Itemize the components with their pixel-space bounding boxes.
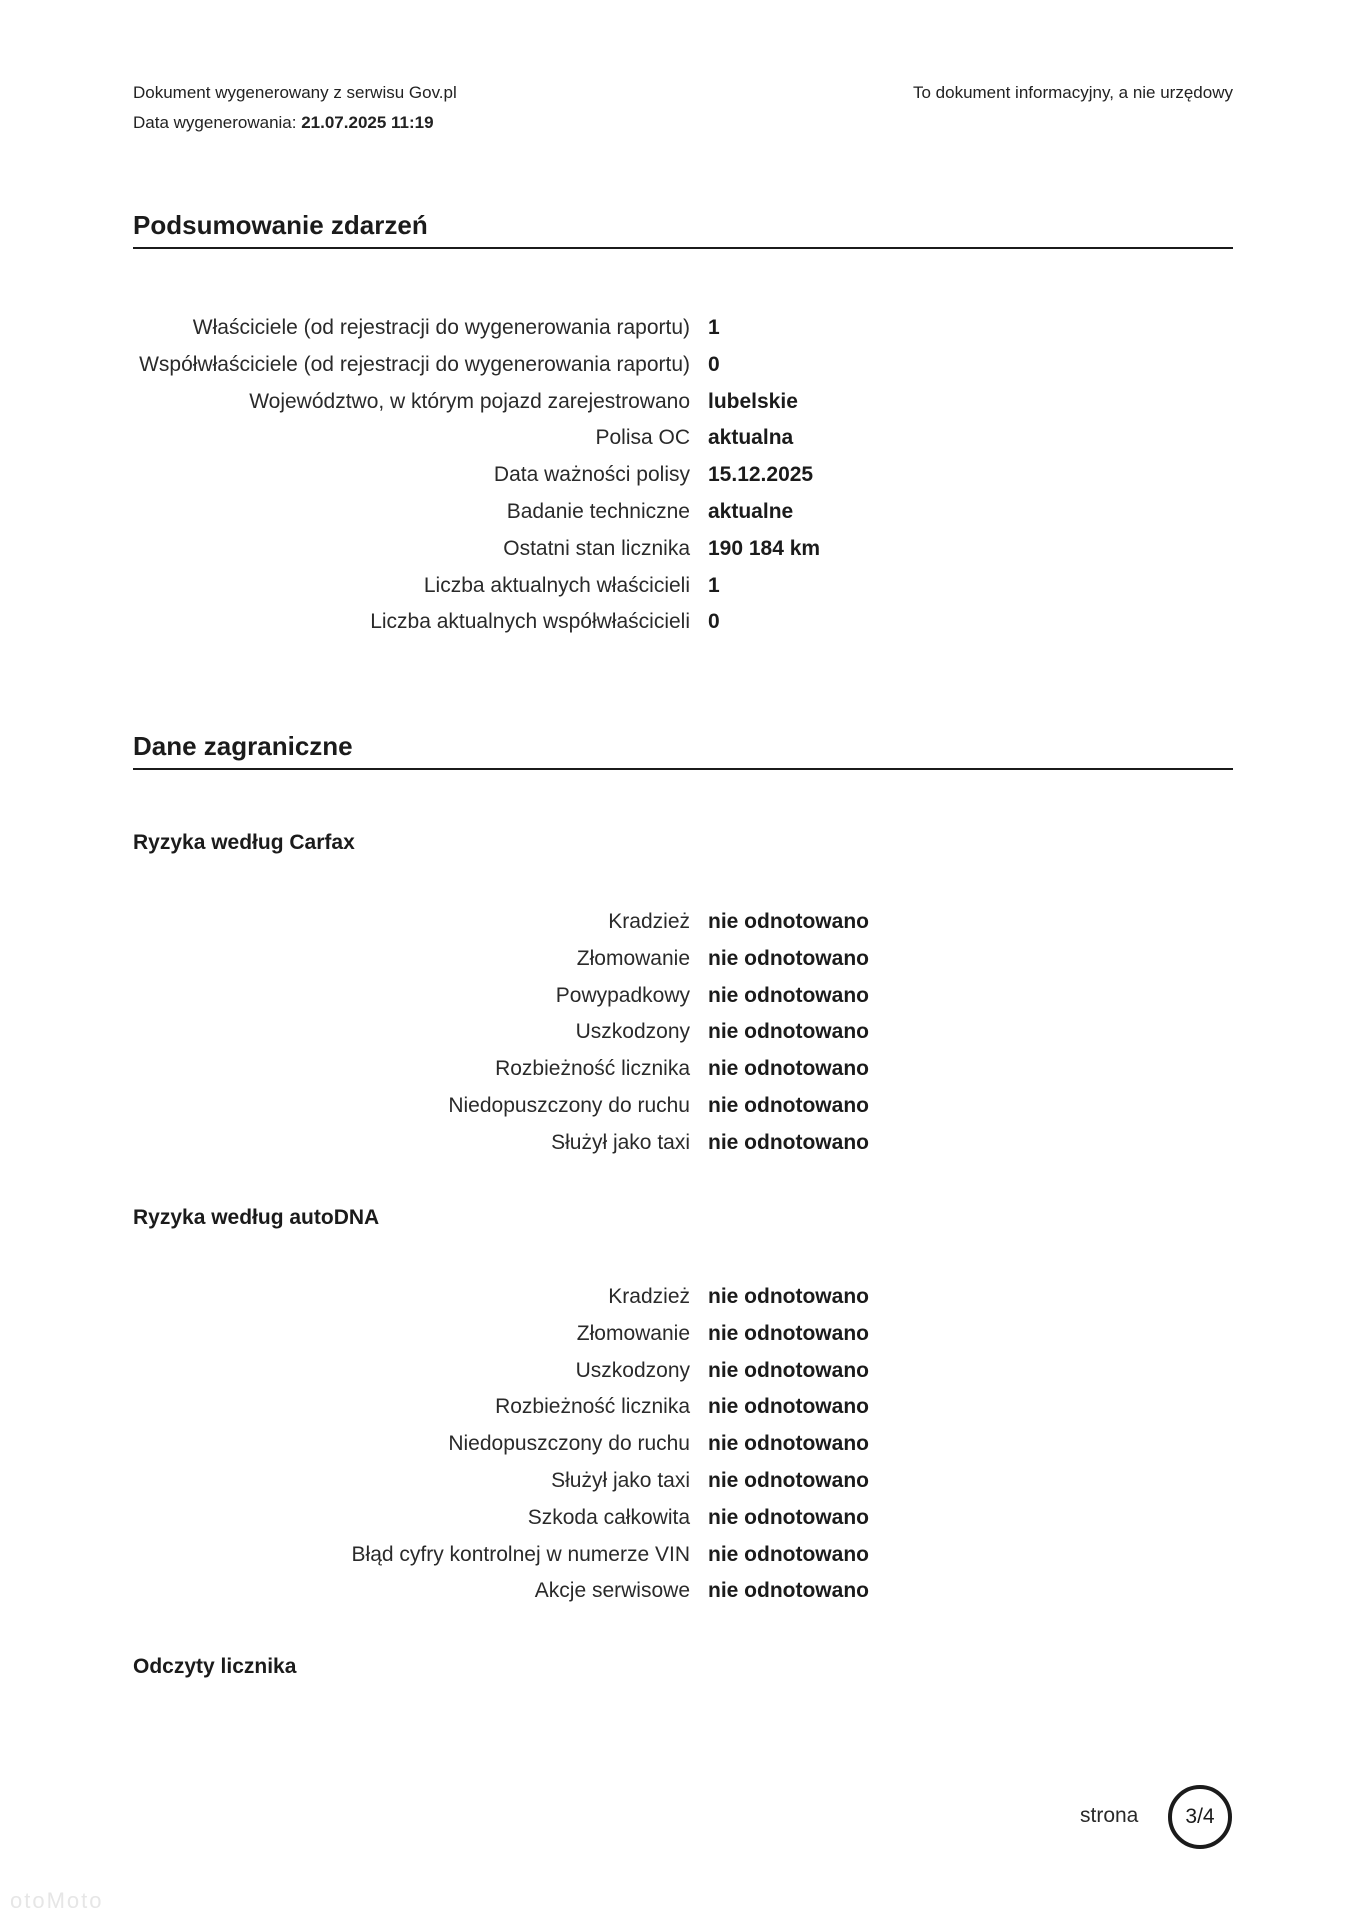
watermark-logo: otoMoto: [10, 1888, 104, 1913]
autodna-row: [133, 1577, 1233, 1604]
autodna-row: [133, 1467, 1233, 1494]
carfax-row-value: nie odnotowano: [708, 1093, 869, 1117]
carfax-row-label: Złomowanie: [576, 946, 690, 970]
autodna-row-label: Służył jako taxi: [551, 1468, 690, 1492]
summary-row: [133, 388, 1233, 415]
carfax-row-label: Rozbieżność licznika: [495, 1057, 690, 1081]
foreign-data-title: Dane zagraniczne: [133, 731, 1233, 770]
generated-from-text: Dokument wygenerowany z serwisu Gov.pl: [133, 83, 457, 102]
autodna-row: [133, 1541, 1233, 1568]
carfax-row-label: Służył jako taxi: [551, 1130, 690, 1154]
summary-table: [133, 314, 1233, 645]
generation-date-label: Data wygenerowania:: [133, 113, 302, 132]
summary-row-value: 1: [708, 573, 720, 597]
autodna-row-label: Niedopuszczony do ruchu: [448, 1432, 690, 1456]
autodna-row-value: nie odnotowano: [708, 1395, 869, 1419]
summary-row: [133, 608, 1233, 635]
summary-row: [133, 498, 1233, 525]
carfax-row-value: nie odnotowano: [708, 983, 869, 1007]
autodna-row: [133, 1393, 1233, 1420]
autodna-row-value: nie odnotowano: [708, 1579, 869, 1603]
carfax-title: Ryzyka według Carfax: [133, 831, 355, 854]
summary-row-value: lubelskie: [708, 389, 798, 413]
carfax-row-value: nie odnotowano: [708, 1057, 869, 1081]
autodna-row-value: nie odnotowano: [708, 1505, 869, 1529]
carfax-row-value: nie odnotowano: [708, 910, 869, 933]
carfax-row: [133, 1129, 1233, 1156]
generation-date-value: 21.07.2025 11:19: [301, 113, 434, 132]
autodna-row-value: nie odnotowano: [708, 1468, 869, 1492]
carfax-row: [133, 945, 1233, 972]
header-info: [133, 78, 457, 138]
summary-row-value: 190 184 km: [708, 536, 821, 560]
autodna-row-value: nie odnotowano: [708, 1321, 869, 1345]
carfax-row-label: Kradzież: [608, 910, 690, 933]
autodna-row: [133, 1320, 1233, 1347]
summary-row-label: Liczba aktualnych właścicieli: [423, 573, 690, 597]
autodna-row-label: Uszkodzony: [575, 1358, 690, 1382]
autodna-row-label: Szkoda całkowita: [527, 1505, 690, 1529]
summary-row-label: Liczba aktualnych współwłaścicieli: [370, 610, 690, 634]
autodna-row: [133, 1283, 1233, 1310]
disclaimer-text: To dokument informacyjny, a nie urzędowy: [912, 83, 1233, 102]
autodna-row-value: nie odnotowano: [708, 1358, 869, 1382]
carfax-row: [133, 1092, 1233, 1119]
autodna-row: [133, 1357, 1233, 1384]
summary-row: [133, 535, 1233, 562]
summary-row-label: Właściciele (od rejestracji do wygenerowania raportu): [192, 316, 690, 339]
page-label: strona: [1080, 1804, 1139, 1827]
page-number: 3/4: [1185, 1805, 1215, 1828]
carfax-row: [133, 908, 1233, 935]
summary-row: [133, 461, 1233, 488]
summary-row-value: aktualne: [708, 499, 794, 523]
summary-row-label: Badanie techniczne: [506, 499, 690, 523]
page-number-badge: [1168, 1785, 1232, 1849]
autodna-row: [133, 1430, 1233, 1457]
autodna-row-value: nie odnotowano: [708, 1542, 869, 1566]
summary-row: [133, 314, 1233, 341]
generation-date: [133, 108, 457, 138]
summary-title: Podsumowanie zdarzeń: [133, 210, 1233, 249]
summary-row-value: 1: [708, 316, 720, 339]
autodna-row-label: Błąd cyfry kontrolnej w numerze VIN: [351, 1542, 690, 1566]
autodna-row-label: Akcje serwisowe: [534, 1579, 690, 1603]
carfax-row-label: Uszkodzony: [575, 1020, 690, 1044]
summary-row-label: Polisa OC: [595, 426, 690, 450]
autodna-row-label: Złomowanie: [576, 1321, 690, 1345]
autodna-row-value: nie odnotowano: [708, 1432, 869, 1456]
autodna-row: [133, 1504, 1233, 1531]
carfax-row: [133, 1018, 1233, 1045]
summary-row-label: Współwłaściciele (od rejestracji do wygenerowania raportu): [139, 352, 690, 376]
carfax-row-value: nie odnotowano: [708, 1020, 869, 1044]
carfax-row-value: nie odnotowano: [708, 946, 869, 970]
carfax-row-value: nie odnotowano: [708, 1130, 869, 1154]
autodna-table: [133, 1283, 1233, 1614]
summary-row-label: Województwo, w którym pojazd zarejestrowano: [249, 389, 690, 413]
autodna-title: Ryzyka według autoDNA: [133, 1206, 380, 1229]
autodna-row-label: Kradzież: [608, 1285, 690, 1308]
carfax-row-label: Powypadkowy: [555, 983, 690, 1007]
summary-row-value: 0: [708, 610, 720, 634]
carfax-row: [133, 1055, 1233, 1082]
summary-row: [133, 351, 1233, 378]
summary-row-label: Data ważności polisy: [493, 463, 690, 487]
carfax-row: [133, 982, 1233, 1009]
summary-row: [133, 572, 1233, 599]
summary-row: [133, 424, 1233, 451]
odometer-title: Odczyty licznika: [133, 1655, 297, 1678]
autodna-row-label: Rozbieżność licznika: [495, 1395, 690, 1419]
summary-row-label: Ostatni stan licznika: [503, 536, 690, 560]
carfax-table: [133, 908, 1233, 1166]
summary-row-value: 15.12.2025: [708, 463, 814, 487]
autodna-row-value: nie odnotowano: [708, 1285, 869, 1308]
carfax-row-label: Niedopuszczony do ruchu: [448, 1093, 690, 1117]
summary-row-value: 0: [708, 352, 720, 376]
summary-row-value: aktualna: [708, 426, 794, 450]
